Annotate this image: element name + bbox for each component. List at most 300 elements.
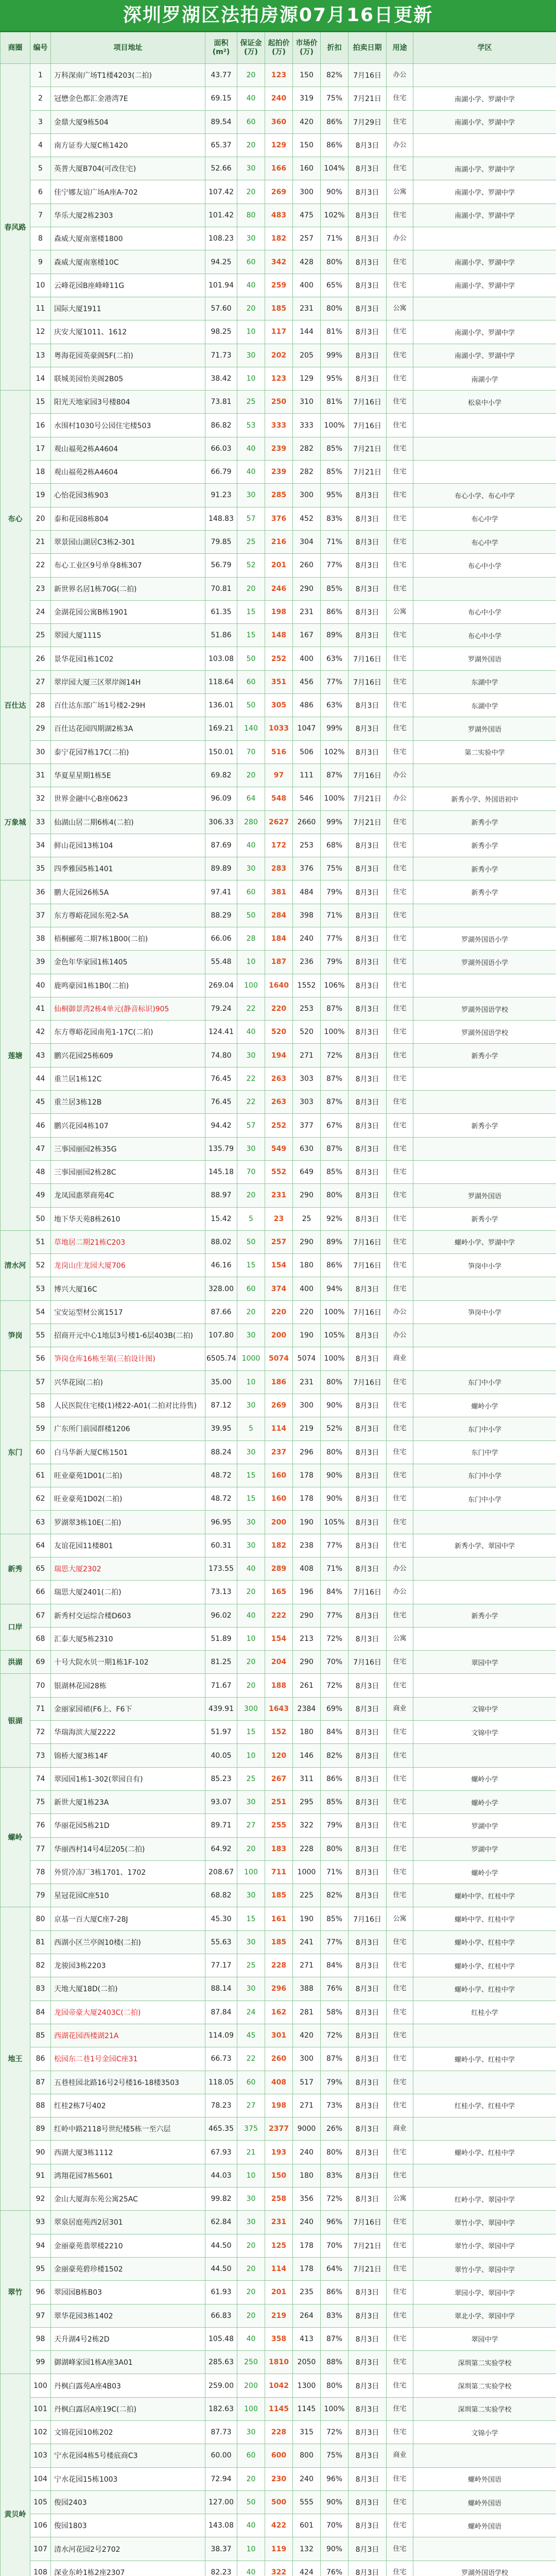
row-size: 150.01 [205, 740, 237, 764]
row-date: 7月29日 [349, 110, 387, 133]
row-address: 英普大厦B704(可改住宅) [51, 157, 205, 180]
row-start-price: 201 [265, 2281, 293, 2304]
row-size: 105.48 [205, 2327, 237, 2350]
row-usage: 住宅 [387, 880, 413, 904]
row-date: 8月3日 [349, 2420, 387, 2444]
row-size: 64.92 [205, 1837, 237, 1860]
row-usage: 住宅 [387, 2047, 413, 2071]
row-market-price: 601 [293, 2514, 321, 2537]
row-usage: 住宅 [387, 1977, 413, 2001]
row-start-price: 182 [265, 1534, 293, 1557]
row-start-price: 220 [265, 1300, 293, 1324]
table-row [1, 1884, 556, 1907]
row-size: 108.23 [205, 227, 237, 250]
row-deposit: 15 [237, 624, 265, 647]
row-number: 78 [30, 1860, 51, 1884]
table-row [1, 1184, 556, 1207]
row-school: 深圳第二实验学校 [413, 2374, 556, 2397]
row-usage: 住宅 [387, 1114, 413, 1137]
row-size: 46.16 [205, 1254, 237, 1277]
row-usage: 住宅 [387, 204, 413, 227]
row-date: 8月3日 [349, 951, 387, 974]
table-row [1, 1907, 556, 1930]
table-row [1, 110, 556, 133]
row-area: 笋岗 [1, 1300, 30, 1370]
row-school: 罗湖外国语 [413, 717, 556, 740]
row-deposit: 20 [237, 1651, 265, 1674]
row-usage: 住宅 [387, 1044, 413, 1067]
row-deposit: 30 [237, 1511, 265, 1534]
row-start-price: 252 [265, 1114, 293, 1137]
row-school: 布心中学 [413, 507, 556, 530]
row-discount: 80% [321, 2374, 349, 2397]
row-size: 439.91 [205, 1697, 237, 1720]
row-discount: 80% [321, 250, 349, 274]
row-area: 翠竹 [1, 2211, 30, 2374]
row-usage: 住宅 [387, 1091, 413, 1114]
row-deposit: 50 [237, 1230, 265, 1253]
row-market-price: 290 [293, 1604, 321, 1627]
row-area: 莲塘 [1, 880, 30, 1230]
row-usage: 住宅 [387, 694, 413, 717]
row-date: 8月3日 [349, 927, 387, 950]
row-date: 7月16日 [349, 764, 387, 787]
row-discount: 92% [321, 1207, 349, 1230]
row-number: 14 [30, 367, 51, 390]
table-row [1, 414, 556, 437]
table-row [1, 2397, 556, 2420]
row-size: 52.66 [205, 157, 237, 180]
row-area: 螺岭 [1, 1767, 30, 1907]
row-start-price: 185 [265, 1884, 293, 1907]
row-size: 328.00 [205, 1277, 237, 1300]
table-row [1, 1767, 556, 1790]
row-usage: 商业 [387, 2444, 413, 2467]
row-date: 8月3日 [349, 2444, 387, 2467]
row-market-price: 150 [293, 64, 321, 87]
row-school: 翠竹小学、翠园中学 [413, 2257, 556, 2280]
row-size: 82.23 [205, 2561, 237, 2576]
row-size: 103.08 [205, 647, 237, 670]
row-discount: 71% [321, 904, 349, 927]
row-discount: 26% [321, 2117, 349, 2141]
row-number: 28 [30, 694, 51, 717]
table-row [1, 2327, 556, 2350]
row-market-price: 261 [293, 1674, 321, 1697]
row-address: 华丽西村14号4层205(二拍) [51, 1837, 205, 1860]
table-row [1, 974, 556, 997]
row-number: 105 [30, 2490, 51, 2514]
row-address: 文锦花园10栋202 [51, 2420, 205, 2444]
row-discount: 77% [321, 554, 349, 577]
row-school [413, 461, 556, 484]
row-discount: 96% [321, 2211, 349, 2234]
row-date: 8月3日 [349, 1627, 387, 1650]
row-discount: 75% [321, 87, 349, 110]
row-deposit: 30 [237, 344, 265, 367]
row-start-price: 252 [265, 647, 293, 670]
row-school: 罗湖外国语学校 [413, 2561, 556, 2576]
row-usage: 公寓 [387, 2188, 413, 2211]
row-discount: 84% [321, 1954, 349, 1977]
row-number: 46 [30, 1114, 51, 1137]
row-start-price: 184 [265, 927, 293, 950]
row-market-price: 178 [293, 1487, 321, 1511]
row-number: 94 [30, 2234, 51, 2257]
row-usage: 住宅 [387, 2141, 413, 2164]
row-market-price: 800 [293, 2444, 321, 2467]
row-address: 龙园帝豪大厦2403C(二拍) [51, 2001, 205, 2024]
row-usage: 办公 [387, 64, 413, 87]
row-usage: 住宅 [387, 461, 413, 484]
table-row [1, 647, 556, 670]
row-address: 外贸冷冻厂3栋1701、1702 [51, 1860, 205, 1884]
row-date: 8月3日 [349, 1347, 387, 1370]
row-market-price: 25 [293, 1207, 321, 1230]
row-usage: 住宅 [387, 344, 413, 367]
row-number: 80 [30, 1907, 51, 1930]
header-usage: 用途 [387, 32, 413, 64]
row-start-price: 549 [265, 1137, 293, 1160]
table-row [1, 250, 556, 274]
row-size: 66.79 [205, 461, 237, 484]
row-school: 南湖小学、罗湖中学 [413, 320, 556, 344]
row-number: 73 [30, 1744, 51, 1767]
row-address: 翠园园B栋B03 [51, 2281, 205, 2304]
table-row [1, 484, 556, 507]
row-date: 8月3日 [349, 577, 387, 600]
row-address: 龙岗山庄龙园大厦706 [51, 1254, 205, 1277]
row-date: 7月21日 [349, 461, 387, 484]
row-discount: 77% [321, 1534, 349, 1557]
row-school [413, 2444, 556, 2467]
row-start-price: 228 [265, 1954, 293, 1977]
row-size: 87.73 [205, 2420, 237, 2444]
row-date: 8月3日 [349, 1114, 387, 1137]
row-usage: 办公 [387, 787, 413, 810]
row-date: 8月3日 [349, 507, 387, 530]
table-row [1, 2234, 556, 2257]
table-row [1, 2141, 556, 2164]
table-row [1, 1697, 556, 1720]
row-discount: 72% [321, 1627, 349, 1650]
row-address: 重兰居1栋12C [51, 1067, 205, 1090]
row-start-price: 117 [265, 320, 293, 344]
row-deposit: 52 [237, 554, 265, 577]
row-date: 8月3日 [349, 1394, 387, 1417]
row-deposit: 30 [237, 1930, 265, 1954]
row-school [413, 1277, 556, 1300]
row-size: 39.95 [205, 1417, 237, 1440]
table-row [1, 1954, 556, 1977]
table-row [1, 740, 556, 764]
row-size: 51.89 [205, 1627, 237, 1650]
row-number: 19 [30, 484, 51, 507]
row-address: 翠华花园3栋1402 [51, 2304, 205, 2327]
row-deposit: 80 [237, 204, 265, 227]
row-market-price: 1552 [293, 974, 321, 997]
row-market-price: 546 [293, 787, 321, 810]
row-number: 63 [30, 1511, 51, 1534]
row-number: 4 [30, 133, 51, 157]
row-size: 96.02 [205, 1604, 237, 1627]
row-usage: 住宅 [387, 1860, 413, 1884]
row-deposit: 40 [237, 2327, 265, 2350]
row-start-price: 259 [265, 274, 293, 297]
row-size: 285.63 [205, 2351, 237, 2374]
table-row [1, 670, 556, 693]
row-market-price: 231 [293, 600, 321, 623]
row-usage: 住宅 [387, 2327, 413, 2350]
table-row [1, 1977, 556, 2001]
table-row [1, 2420, 556, 2444]
row-market-price: 310 [293, 391, 321, 414]
row-deposit: 15 [237, 600, 265, 623]
row-size: 51.97 [205, 1721, 237, 1744]
row-start-price: 374 [265, 1277, 293, 1300]
row-market-price: 260 [293, 554, 321, 577]
row-address: 华乐大厦2栋2303 [51, 204, 205, 227]
row-size: 44.50 [205, 2234, 237, 2257]
row-start-price: 239 [265, 461, 293, 484]
row-address: 笋岗仓库16栋至第(三拍设计图) [51, 1347, 205, 1370]
row-size: 6505.74 [205, 1347, 237, 1370]
row-size: 93.07 [205, 1790, 237, 1814]
row-usage: 住宅 [387, 274, 413, 297]
row-market-price: 240 [293, 2211, 321, 2234]
table-row [1, 133, 556, 157]
row-market-price: 150 [293, 133, 321, 157]
table-row [1, 857, 556, 880]
row-school: 文锦中学 [413, 1697, 556, 1720]
row-address: 布心工业区9号单身8栋307 [51, 554, 205, 577]
row-size: 145.18 [205, 1160, 237, 1183]
row-usage: 住宅 [387, 554, 413, 577]
row-market-price: 1047 [293, 717, 321, 740]
row-address: 丹枫白露苑A座4B03 [51, 2374, 205, 2397]
row-size: 66.73 [205, 2047, 237, 2071]
row-size: 76.45 [205, 1091, 237, 1114]
row-number: 66 [30, 1581, 51, 1604]
row-size: 69.82 [205, 764, 237, 787]
row-usage: 住宅 [387, 1254, 413, 1277]
row-size: 118.64 [205, 670, 237, 693]
row-number: 108 [30, 2561, 51, 2576]
row-start-price: 260 [265, 2047, 293, 2071]
table-row [1, 834, 556, 857]
row-address: 瑞思大厦2302 [51, 1557, 205, 1581]
row-usage: 公寓 [387, 600, 413, 623]
row-discount: 70% [321, 2234, 349, 2257]
row-usage: 住宅 [387, 1930, 413, 1954]
row-number: 92 [30, 2188, 51, 2211]
row-start-price: 188 [265, 1674, 293, 1697]
row-discount: 70% [321, 1651, 349, 1674]
row-discount: 72% [321, 1674, 349, 1697]
row-address: 龙凤园惠翠商苑4C [51, 1184, 205, 1207]
row-market-price: 180 [293, 1721, 321, 1744]
row-size: 306.33 [205, 810, 237, 834]
row-discount: 77% [321, 927, 349, 950]
row-discount: 100% [321, 787, 349, 810]
row-deposit: 25 [237, 1767, 265, 1790]
row-discount: 65% [321, 274, 349, 297]
row-school: 第二实验中学 [413, 740, 556, 764]
row-number: 65 [30, 1557, 51, 1581]
row-market-price: 235 [293, 2281, 321, 2304]
row-discount: 86% [321, 600, 349, 623]
table-header-row [1, 32, 556, 64]
row-address: 十号大院水贝一期1栋1F-102 [51, 1651, 205, 1674]
row-deposit: 30 [237, 227, 265, 250]
row-school [413, 1137, 556, 1160]
row-area: 万象城 [1, 764, 30, 880]
row-address: 华夏星星期1栋5E [51, 764, 205, 787]
row-start-price: 162 [265, 2001, 293, 2024]
row-size: 465.35 [205, 2117, 237, 2141]
table-row [1, 2257, 556, 2280]
row-usage: 办公 [387, 1557, 413, 1581]
row-address: 鹿鸣豪园1栋1B0(二拍) [51, 974, 205, 997]
row-discount: 85% [321, 1160, 349, 1183]
header-market-price: 市场价(万) [293, 32, 321, 64]
row-deposit: 10 [237, 1744, 265, 1767]
row-deposit: 40 [237, 2561, 265, 2576]
row-start-price: 150 [265, 2164, 293, 2187]
row-address: 兴华花园(二拍) [51, 1370, 205, 1394]
row-area: 黄贝岭 [1, 2374, 30, 2576]
row-deposit: 250 [237, 2351, 265, 2374]
row-start-price: 237 [265, 1440, 293, 1464]
row-market-price: 190 [293, 1324, 321, 1347]
row-discount: 100% [321, 2397, 349, 2420]
row-deposit: 20 [237, 1581, 265, 1604]
row-deposit: 25 [237, 391, 265, 414]
row-address: 鹏大花园26栋5A [51, 880, 205, 904]
table-row [1, 2374, 556, 2397]
table-row [1, 1091, 556, 1114]
row-date: 8月3日 [349, 880, 387, 904]
row-deposit: 15 [237, 1721, 265, 1744]
table-row [1, 1021, 556, 1044]
row-size: 135.79 [205, 1137, 237, 1160]
row-number: 33 [30, 810, 51, 834]
row-school: 南湖小学、罗湖中学 [413, 274, 556, 297]
row-address: 森威大厦南塞楼1800 [51, 227, 205, 250]
row-size: 87.69 [205, 834, 237, 857]
row-discount: 100% [321, 414, 349, 437]
row-discount: 71% [321, 1557, 349, 1581]
row-size: 65.37 [205, 133, 237, 157]
row-start-price: 160 [265, 1464, 293, 1487]
row-usage: 住宅 [387, 2001, 413, 2024]
row-market-price: 236 [293, 951, 321, 974]
row-market-price: 196 [293, 1581, 321, 1604]
row-deposit: 30 [237, 1440, 265, 1464]
table-row [1, 1347, 556, 1370]
table-row [1, 810, 556, 834]
row-deposit: 300 [237, 1697, 265, 1720]
row-address: 星冠花园C座510 [51, 1884, 205, 1907]
row-deposit: 57 [237, 507, 265, 530]
row-number: 22 [30, 554, 51, 577]
table-row [1, 1511, 556, 1534]
row-address: 国际大厦1911 [51, 297, 205, 320]
row-date: 7月16日 [349, 1254, 387, 1277]
row-market-price: 484 [293, 880, 321, 904]
table-row [1, 1230, 556, 1253]
row-number: 17 [30, 437, 51, 460]
row-number: 100 [30, 2374, 51, 2397]
row-start-price: 160 [265, 1487, 293, 1511]
table-row [1, 1651, 556, 1674]
row-market-price: 160 [293, 157, 321, 180]
row-number: 106 [30, 2514, 51, 2537]
row-date: 8月3日 [349, 367, 387, 390]
table-row [1, 997, 556, 1020]
row-market-price: 377 [293, 1114, 321, 1137]
row-date: 8月3日 [349, 1604, 387, 1627]
row-deposit: 25 [237, 530, 265, 553]
table-row [1, 87, 556, 110]
row-market-price: 506 [293, 740, 321, 764]
row-market-price: 408 [293, 1557, 321, 1581]
row-size: 79.85 [205, 530, 237, 553]
row-usage: 住宅 [387, 1184, 413, 1207]
row-deposit: 40 [237, 274, 265, 297]
row-area: 布心 [1, 391, 30, 647]
row-size: 66.06 [205, 927, 237, 950]
row-school: 新秀小学 [413, 1044, 556, 1067]
row-address: 水围村1030号公园住宅楼503 [51, 414, 205, 437]
row-number: 67 [30, 1604, 51, 1627]
row-address: 宝安运型材公寓1517 [51, 1300, 205, 1324]
table-row [1, 1534, 556, 1557]
row-date: 8月3日 [349, 2117, 387, 2141]
row-address: 金丽豪苑翡翠楼2210 [51, 2234, 205, 2257]
row-size: 87.12 [205, 1394, 237, 1417]
row-usage: 住宅 [387, 1137, 413, 1160]
row-discount: 104% [321, 157, 349, 180]
row-start-price: 711 [265, 1860, 293, 1884]
table-row [1, 1581, 556, 1604]
row-school [413, 1744, 556, 1767]
row-size: 57.60 [205, 297, 237, 320]
row-number: 99 [30, 2351, 51, 2374]
row-address: 翠园园1栋1-302(翠园自有) [51, 1767, 205, 1790]
row-start-price: 333 [265, 414, 293, 437]
row-date: 8月3日 [349, 1884, 387, 1907]
table-row [1, 204, 556, 227]
row-start-price: 166 [265, 157, 293, 180]
row-school: 翠竹小学、翠园中学 [413, 2211, 556, 2234]
row-start-price: 257 [265, 1230, 293, 1253]
row-market-price: 290 [293, 1230, 321, 1253]
row-address: 百仕达东部广场1号楼2-29H [51, 694, 205, 717]
row-usage: 住宅 [387, 2420, 413, 2444]
row-start-price: 2377 [265, 2117, 293, 2141]
row-discount: 71% [321, 530, 349, 553]
row-market-price: 132 [293, 2537, 321, 2561]
row-school: 东门中小学 [413, 1370, 556, 1394]
row-school [413, 577, 556, 600]
row-discount: 67% [321, 1114, 349, 1137]
row-market-price: 456 [293, 670, 321, 693]
row-date: 7月16日 [349, 1581, 387, 1604]
row-school: 东门中学 [413, 1440, 556, 1464]
table-row [1, 2444, 556, 2467]
row-discount: 87% [321, 1137, 349, 1160]
